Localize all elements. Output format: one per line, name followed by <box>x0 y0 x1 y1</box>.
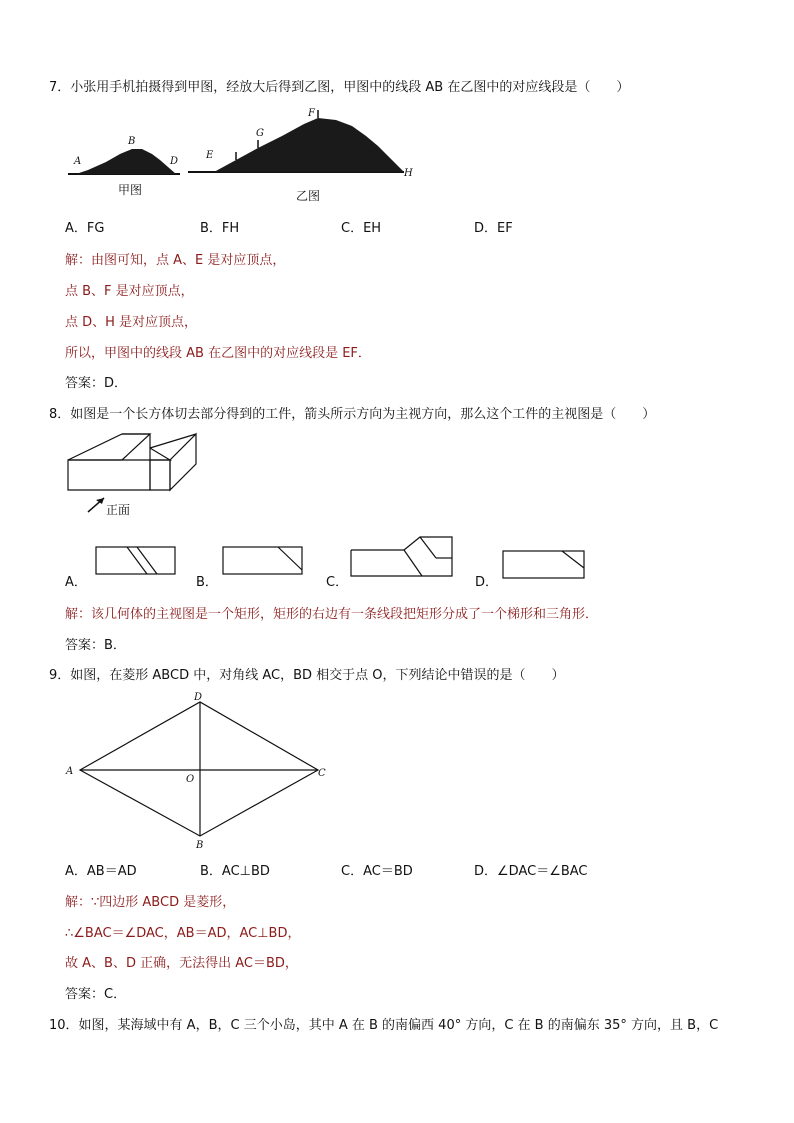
q9-stem: 9．如图，在菱形 ABCD 中，对角线 AC，BD 相交于点 O，下列结论中错误的是（ ） <box>49 668 565 683</box>
q9-option-a: A．AB＝AD <box>65 864 137 879</box>
q9-point-D: D <box>194 692 203 703</box>
q7-solution-line-2: 点 B、F 是对应顶点， <box>65 284 194 299</box>
q8-answer: 答案：B． <box>65 638 126 653</box>
q7-figure-yi <box>186 108 416 206</box>
q8-stem: 8．如图是一个长方体切去部分得到的工件，箭头所示方向为主视方向，那么这个工件的主视图是（ ） <box>49 407 656 422</box>
q7-solution-line-1: 解：由图可知，点 A、E 是对应顶点， <box>65 253 286 268</box>
q8-front-label: 正面 <box>106 503 131 517</box>
q8-option-a-figure <box>95 546 177 576</box>
yi-point-H: H <box>404 168 413 179</box>
q8-option-a-letter: A． <box>65 575 87 590</box>
q7-solution-line-3: 点 D、H 是对应顶点， <box>65 315 198 330</box>
q9-solution-line-1: 解：∵四边形 ABCD 是菱形， <box>65 895 236 910</box>
q7-option-d: D．EF <box>474 221 513 236</box>
q7-solution-line-4: 所以，甲图中的线段 AB 在乙图中的对应线段是 EF． <box>65 346 371 361</box>
q8-workpiece-figure <box>66 432 206 522</box>
q9-solution-line-2: ∴∠BAC＝∠DAC，AB＝AD，AC⊥BD， <box>65 926 301 941</box>
q9-solution-line-3: 故 A、B、D 正确，无法得出 AC＝BD， <box>65 956 298 971</box>
q9-option-d: D．∠DAC＝∠BAC <box>474 864 588 879</box>
yi-hill-shape <box>214 118 404 172</box>
q8-option-c-letter: C． <box>326 575 349 590</box>
q7-answer: 答案：D． <box>65 376 128 391</box>
q9-option-c: C．AC＝BD <box>341 864 413 879</box>
q8-solution: 解：该几何体的主视图是一个矩形，矩形的右边有一条线段把矩形分成了一个梯形和三角形． <box>65 607 599 622</box>
jia-caption: 甲图 <box>118 183 143 197</box>
q10-stem: 10．如图，某海域中有 A，B，C 三个小岛，其中 A 在 B 的南偏西 40° 方向，C 在 B 的南偏东 35° 方向，且 B，C <box>49 1018 719 1033</box>
q9-point-C: C <box>318 768 326 779</box>
q8-option-b-figure <box>222 546 304 576</box>
q7-option-a: A．FG <box>65 221 105 236</box>
q8-option-b-letter: B． <box>196 575 218 590</box>
q7-option-c: C．EH <box>341 221 382 236</box>
q9-option-b: B．AC⊥BD <box>200 864 270 879</box>
q7-option-b: B．FH <box>200 221 240 236</box>
yi-point-E: E <box>206 150 214 161</box>
yi-point-F: F <box>308 108 315 119</box>
q9-point-B: B <box>196 840 204 851</box>
jia-point-B: B <box>128 136 136 147</box>
jia-point-D: D <box>170 156 179 167</box>
q9-rhombus-figure <box>62 690 332 852</box>
jia-point-A: A <box>74 156 82 167</box>
yi-point-G: G <box>256 128 264 139</box>
q7-stem: 7．小张用手机拍摄得到甲图，经放大后得到乙图，甲图中的线段 AB 在乙图中的对应线段是（ ） <box>49 80 630 95</box>
yi-caption: 乙图 <box>296 189 321 203</box>
q7-figure-jia <box>68 130 184 200</box>
q9-answer: 答案：C． <box>65 987 127 1002</box>
q8-option-d-figure <box>502 550 586 580</box>
q9-point-A: A <box>66 766 74 777</box>
q8-option-d-letter: D． <box>475 575 499 590</box>
jia-hill-shape <box>76 149 179 174</box>
q8-option-c-figure <box>350 536 456 578</box>
q9-point-O: O <box>186 774 195 785</box>
